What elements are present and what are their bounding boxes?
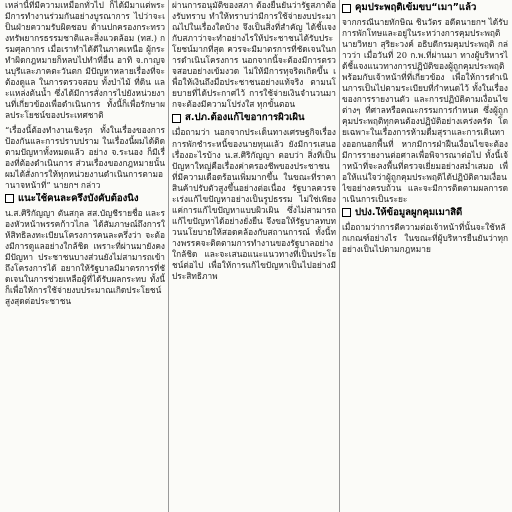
- section-heading-text: แนะใช้คนละครึ่งบังคับต้องนิ่ง: [18, 192, 139, 204]
- column-divider: [168, 0, 169, 512]
- square-bullet-icon: [172, 114, 181, 123]
- body-paragraph: ผ่านการอนุมัติของสภา ต้องยืนยันว่ารัฐสภาต้องรับทราบ ทำให้ทราบว่ามีการใช้จ่ายงบประมาณไปในเรื่องใดบ้าง จึงเป็นสิ่งที่สำคัญ ได้ชี้แจงกับสภาว่าจะทำอย่างไรให้ประชาชนได้รับประโยชน์มากที่สุด ควรจะมีมาตรการที่ชัดเจนในการดำเนินโครงการ นอกจากนี้จะต้องมีการตรวจสอบอย่างเข้มงวด ไม่ให้มีการทุจริตเกิดขึ้น เพื่อให้เงินถึงมือประชาชนอย่างแท้จริง ตามนโยบายที่ได้ประกาศไว้ การใช้จ่ายเงินจำนวนมากจะต้องมีความโปร่งใส ทุกขั้นตอน: [172, 0, 336, 110]
- body-paragraph: “เรื่องนี้ต้องทำงานเชิงรุก ทั้งในเรื่องของการป้องกันและการปราบปราม ในเรื่องนี้ผมได้ติดตามปัญหาทั้งหมดแล้ว อย่าง จ.ระนอง ก็มีเรื่องที่ต้องดำเนินการ ส่วนเรื่องของกฎหมายนั้น ผมได้สั่งการให้ทุกหน่วยงานดำเนินการตามอำนาจหน้าที่” นายกฯ กล่าว: [5, 124, 165, 190]
- column-divider: [339, 0, 340, 512]
- section-heading-text: ส.ปภ.ต้องแก้ไขอาการผิวเผิน: [185, 112, 305, 124]
- square-bullet-icon: [342, 4, 351, 13]
- body-paragraph: จากกรณีนายทักษิณ ชินวัตร อดีตนายกฯ ได้รับการพักโทษและอยู่ในระหว่างการคุมประพฤติ นายวิทยา สุริยะวงค์ อธิบดีกรมคุมประพฤติ กล่าวว่า เมื่อวันที่ 20 ก.พ.ที่ผ่านมา ทางผู้บริหารได้ชี้แจงแนวทางการปฏิบัติของผู้ถูกคุมประพฤติ พร้อมกับเจ้าหน้าที่ที่เกี่ยวข้อง เพื่อให้การดำเนินการเป็นไปตามระเบียบที่กำหนดไว้ ทั้งในเรื่องของการรายงานตัว และการปฏิบัติตามเงื่อนไขต่างๆ ที่ศาลหรือคณะกรรมการกำหนด ซึ่งผู้ถูกคุมประพฤติทุกคนต้องปฏิบัติอย่างเคร่งครัด โดยเฉพาะในเรื่องการห้ามดื่มสุราและการเดินทางออกนอกพื้นที่ หากมีการฝ่าฝืนเงื่อนไขจะต้องมีการรายงานต่อศาลเพื่อพิจารณาต่อไป ทั้งนี้เจ้าหน้าที่จะลงพื้นที่ตรวจเยี่ยมอย่างสม่ำเสมอ เพื่อให้แน่ใจว่าผู้ถูกคุมประพฤติได้ปฏิบัติตามเงื่อนไขอย่างครบถ้วน และจะมีการติดตามผลการดำเนินการเป็นระยะ: [342, 17, 508, 204]
- body-paragraph: น.ส.ศิริกัญญา ตันสกุล สส.บัญชีรายชื่อ และรองหัวหน้าพรรคก้าวไกล ได้สัมภาษณ์ถึงการให้สิทธิลงทะเบียนโครงการคนละครึ่งว่า จะต้องมีการดูแลอย่างใกล้ชิด เพราะที่ผ่านมายังคงมีปัญหา ประชาชนบางส่วนยังไม่สามารถเข้าถึงโครงการได้ อยากให้รัฐบาลมีมาตรการที่ชัดเจนในการช่วยเหลือผู้ที่ได้รับผลกระทบ ทั้งนี้ก็เพื่อให้การใช้จ่ายงบประมาณเกิดประโยชน์สูงสุดต่อประชาชน: [5, 207, 165, 307]
- section-heading-text: คุมประพฤติเข้มขบ“เมา”แล้ว: [355, 2, 477, 13]
- square-bullet-icon: [5, 194, 14, 203]
- article-column-right: [342, 0, 508, 512]
- body-paragraph: เมื่อถามว่า นอกจากประเด็นทางเศรษฐกิจเรื่องการพักชำระหนี้ของนายทุนแล้ว ยังมีการเสนอเรื่องอะไรบ้าง น.ส.ศิริกัญญา ตอบว่า สิ่งที่เป็นปัญหาใหญ่คือเรื่องค่าครองชีพของประชาชน ที่มีความเดือดร้อนเพิ่มมากขึ้น ในขณะที่ราคาสินค้าปรับตัวสูงขึ้นอย่างต่อเนื่อง รัฐบาลควรจะเร่งแก้ไขปัญหาอย่างเป็นรูปธรรม ไม่ใช่เพียงแค่การแก้ไขปัญหาแบบผิวเผิน ซึ่งไม่สามารถแก้ไขปัญหาได้อย่างยั่งยืน จึงขอให้รัฐบาลทบทวนนโยบายให้สอดคล้องกับสถานการณ์ ทั้งนี้ทางพรรคจะติดตามการทำงานของรัฐบาลอย่างใกล้ชิด และจะเสนอแนะแนวทางที่เป็นประโยชน์ต่อไป เพื่อให้การแก้ไขปัญหาเป็นไปอย่างมีประสิทธิภาพ: [172, 127, 336, 282]
- section-heading: [5, 193, 165, 205]
- section-heading-text: ปปง.ให้ข้อมูลผูกคุมเมาสิดี: [355, 206, 463, 218]
- article-column-left: [5, 0, 165, 512]
- section-heading: [342, 207, 508, 219]
- section-heading: [342, 2, 508, 14]
- section-heading: [172, 112, 336, 124]
- article-column-middle: [172, 0, 336, 512]
- body-paragraph: เหล่านี้ที่มีความเหมือกทั่วไป ก็ได้มีมาแต่พระ มีการทำงานร่วมกันอย่างบูรณาการ ไปว่าจะเป็นฝ่ายความรับผิดชอบ ด้านปกครองกระทรวงทรัพยากรธรรมชาติและสิ่งแวดล้อม (ทส.) กรมศุลกากร เมื่อเราทำได้ดีในภาคเหนือ ผู้กระทำผิดกฎหมายก็หลบไปทำที่อื่น อาทิ จ.กาญจนบุรีและภาคตะวันตก มีปัญหาหลายเรื่องที่จะต้องดูแล ในการตรวจสอบ ทั้งป่าไม้ ที่ดิน และแหล่งต้นน้ำ ซึ่งได้มีการสั่งการไปยังหน่วยงานที่เกี่ยวข้องเพื่อดำเนินการ ทั้งนี้ก็เพื่อรักษาผลประโยชน์ของประเทศชาติ: [5, 0, 165, 121]
- square-bullet-icon: [342, 208, 351, 217]
- body-paragraph: เมื่อถามว่าการตีความต่อเจ้าหน้าที่นั้นจะใช้หลักเกณฑ์อย่างไร ในขณะที่ผู้บริหารยืนยันว่าทุกอย่างเป็นไปตามกฎหมาย: [342, 221, 508, 254]
